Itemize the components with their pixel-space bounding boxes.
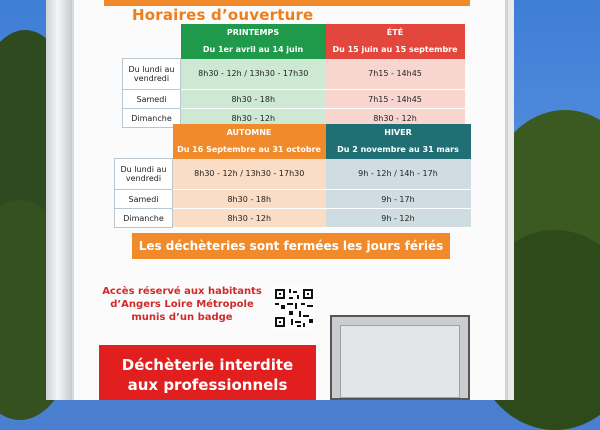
season-header-automne: AUTOMNE xyxy=(173,124,326,140)
hours-automne-samedi: 8h30 - 18h xyxy=(173,190,326,209)
hours-hiver-samedi: 9h - 17h xyxy=(326,190,471,209)
hours-hiver-dimanche: 9h - 12h xyxy=(326,209,471,228)
warning-line-1: Déchèterie interdite xyxy=(121,356,294,374)
access-line-2: d’Angers Loire Métropole xyxy=(110,299,254,310)
professionals-prohibited-panel xyxy=(99,345,316,400)
hours-automne-weekdays: 8h30 - 12h / 13h30 - 17h30 xyxy=(173,159,326,190)
access-line-3: munis d’un badge xyxy=(131,312,233,323)
access-notice xyxy=(101,285,263,324)
hours-ete-samedi: 7h15 - 14h45 xyxy=(326,90,465,109)
access-line-1: Accès réservé aux habitants xyxy=(102,286,262,297)
schedule-table-autumn-winter xyxy=(114,124,471,228)
hours-ete-dimanche: 8h30 - 12h xyxy=(326,109,465,128)
row-label-weekdays: Du lundi au vendredi xyxy=(123,59,181,90)
hours-printemps-samedi: 8h30 - 18h xyxy=(181,90,326,109)
row-label-dimanche-2: Dimanche xyxy=(115,209,173,228)
page-title: Horaires d’ouverture xyxy=(132,6,314,24)
display-case xyxy=(330,315,470,400)
schedule-table-spring-summer xyxy=(122,24,465,128)
closed-holidays-banner: Les déchèteries sont fermées les jours fériés xyxy=(132,233,450,259)
hours-printemps-dimanche: 8h30 - 12h xyxy=(181,109,326,128)
dates-printemps: Du 1er avril au 14 juin xyxy=(181,40,326,59)
hours-hiver-weekdays: 9h - 12h / 14h - 17h xyxy=(326,159,471,190)
row-label-samedi: Samedi xyxy=(123,90,181,109)
hours-automne-dimanche: 8h30 - 12h xyxy=(173,209,326,228)
dates-ete: Du 15 juin au 15 septembre xyxy=(326,40,465,59)
hours-ete-weekdays: 7h15 - 14h45 xyxy=(326,59,465,90)
dates-automne: Du 16 Septembre au 31 octobre xyxy=(173,140,326,159)
row-label-samedi-2: Samedi xyxy=(115,190,173,209)
hours-printemps-weekdays: 8h30 - 12h / 13h30 - 17h30 xyxy=(181,59,326,90)
row-label-weekdays-2: Du lundi au vendredi xyxy=(115,159,173,190)
season-header-hiver: HIVER xyxy=(326,124,471,140)
dates-hiver: Du 2 novembre au 31 mars xyxy=(326,140,471,159)
season-header-ete: ÉTÉ xyxy=(326,24,465,40)
season-header-printemps: PRINTEMPS xyxy=(181,24,326,40)
qr-code-icon[interactable] xyxy=(273,287,315,329)
warning-line-2: aux professionnels xyxy=(127,376,288,394)
display-case-glass xyxy=(340,325,460,398)
row-label-dimanche: Dimanche xyxy=(123,109,181,128)
